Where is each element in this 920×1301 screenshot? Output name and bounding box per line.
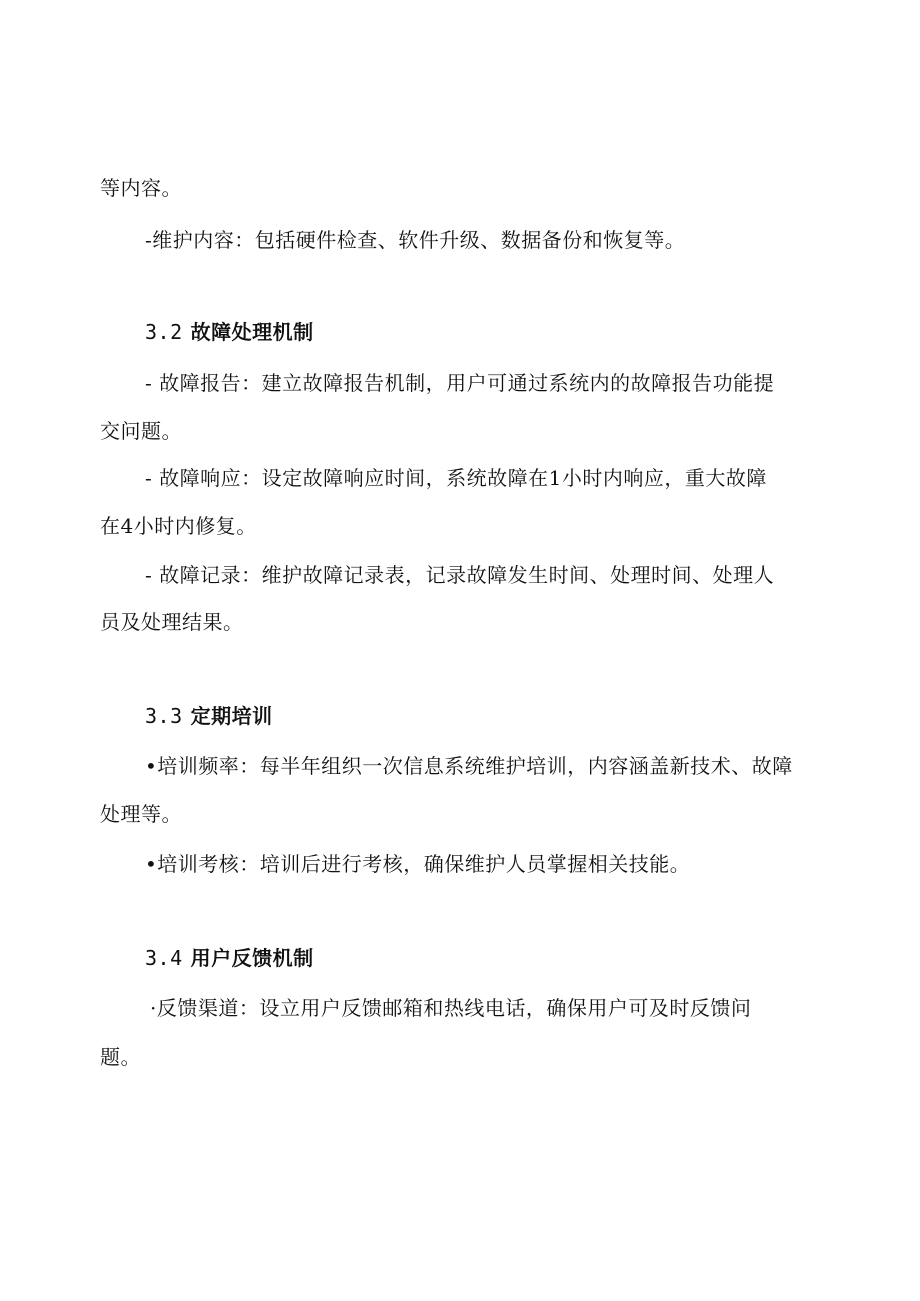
section-heading-3-3: [145, 702, 273, 730]
section-number: 3.2: [145, 320, 183, 344]
section-title: 用户反馈机制: [190, 946, 314, 970]
paragraph-line: 题。: [100, 1045, 141, 1069]
paragraph-line: - 故障报告：建立故障报告机制，用户可通过系统内的故障报告功能提: [145, 371, 775, 395]
paragraph-line: -维护内容：包括硬件检查、软件升级、数据备份和恢复等。: [145, 228, 686, 252]
paragraph-line: - 故障响应：设定故障响应时间，系统故障在1小时内响应，重大故障: [145, 466, 767, 490]
paragraph-line: 员及处理结果。: [100, 610, 244, 634]
section-number: 3.3: [145, 704, 183, 728]
section-heading-3-2: [145, 318, 314, 346]
section-number: 3.4: [145, 946, 183, 970]
section-title: 定期培训: [190, 704, 273, 728]
paragraph-line: •培训频率：每半年组织一次信息系统维护培训，内容涵盖新技术、故障: [145, 754, 793, 778]
paragraph-line: ·反馈渠道：设立用户反馈邮箱和热线电话，确保用户可及时反馈问: [150, 996, 752, 1020]
paragraph-line: 处理等。: [100, 802, 182, 826]
section-heading-3-4: [145, 944, 314, 972]
paragraph-line: 等内容。: [100, 176, 182, 200]
paragraph-line: - 故障记录：维护故障记录表，记录故障发生时间、处理时间、处理人: [145, 563, 775, 587]
paragraph-line: 交问题。: [100, 419, 182, 443]
paragraph-line: •培训考核：培训后进行考核，确保维护人员掌握相关技能。: [145, 852, 691, 876]
paragraph-line: 在4小时内修复。: [100, 514, 257, 538]
section-title: 故障处理机制: [190, 320, 314, 344]
